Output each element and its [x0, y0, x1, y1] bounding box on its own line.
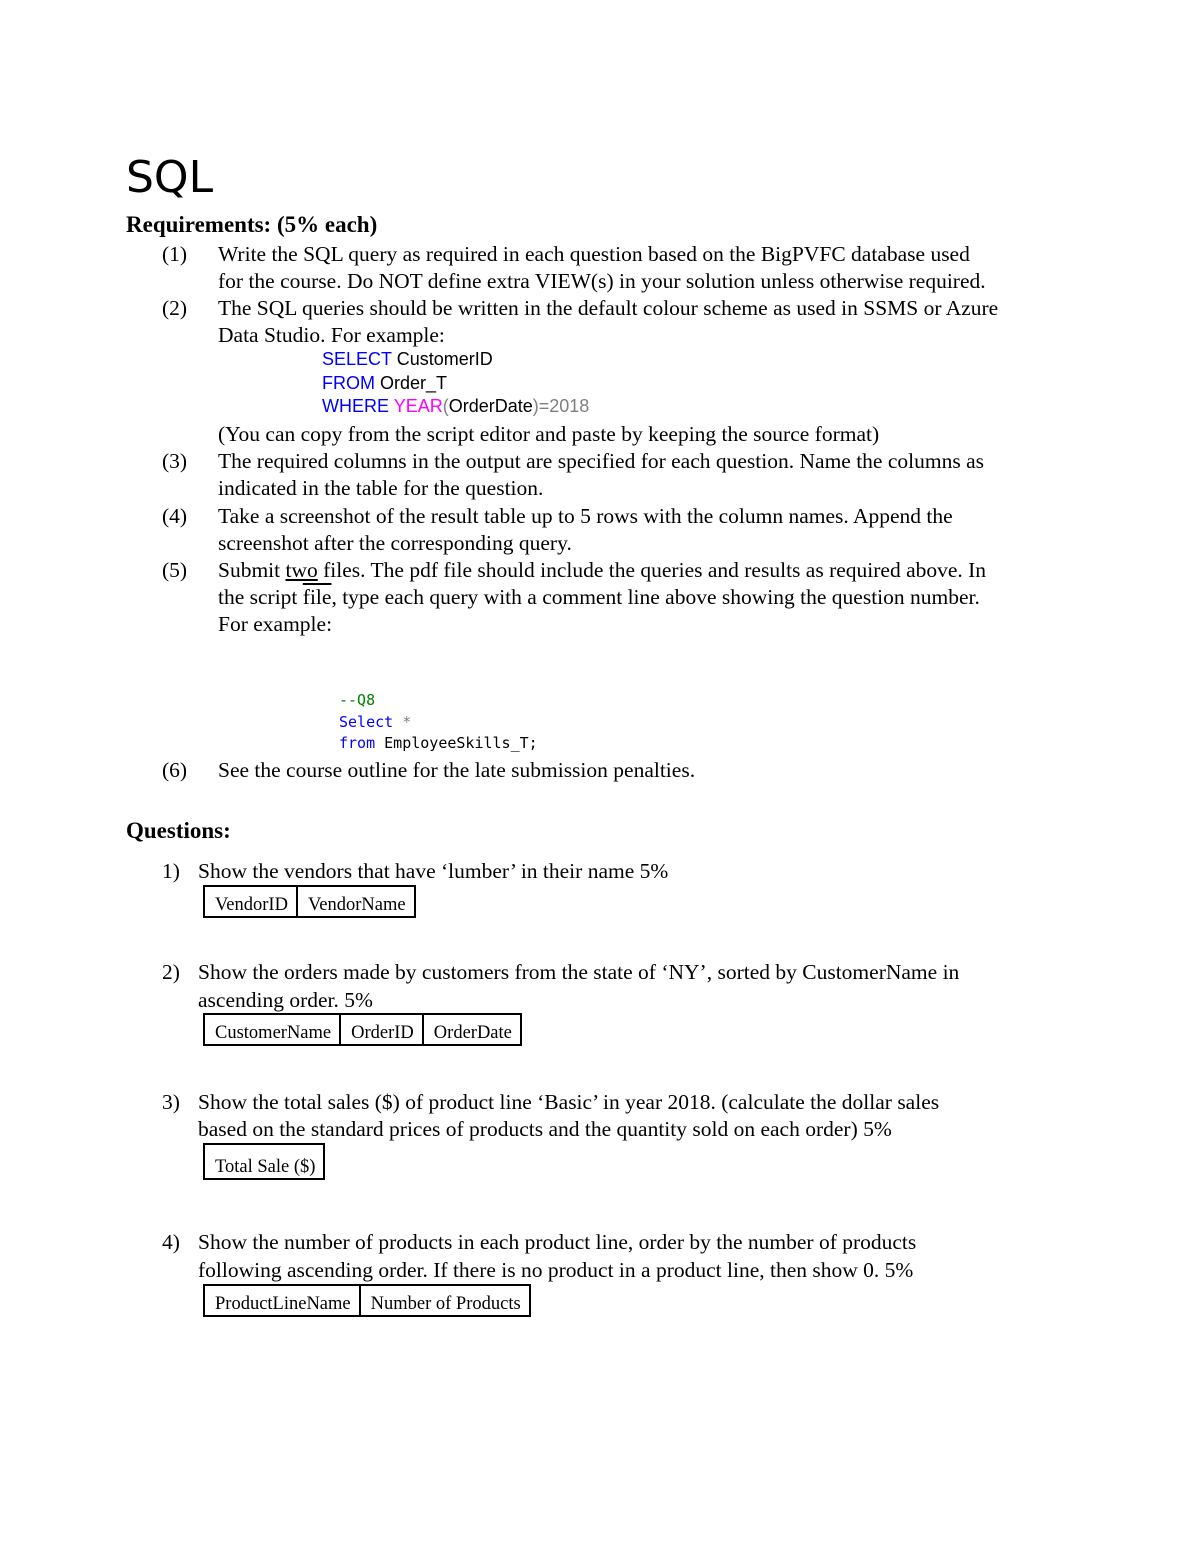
- req-3-number: (3): [162, 449, 188, 473]
- question-4-line-2: following ascending order. If there is no product in a product line, then show 0. 5%: [198, 1258, 914, 1282]
- column-header: CustomerName: [204, 1014, 340, 1045]
- column-header: ProductLineName: [204, 1285, 360, 1316]
- requirements-heading: Requirements: (5% each): [126, 212, 378, 237]
- question-4-columns-table: [203, 1284, 531, 1317]
- column-header: VendorID: [204, 886, 297, 917]
- req-1-line-1: Write the SQL query as required in each question based on the BigPVFC database used: [218, 242, 970, 266]
- req-3-line-2: indicated in the table for the question.: [218, 476, 544, 500]
- question-2-line-2: ascending order. 5%: [198, 988, 373, 1012]
- sql-condition: )=2018: [532, 396, 590, 416]
- req-5-number: (5): [162, 558, 188, 582]
- column-header: Total Sale ($): [204, 1144, 324, 1179]
- column-header: VendorName: [297, 886, 415, 917]
- question-1-line-1: Show the vendors that have ‘lumber’ in their name 5%: [198, 859, 669, 883]
- req-5-line-3: For example:: [218, 612, 333, 636]
- question-3-line-1: Show the total sales ($) of product line ‘Basic’ in year 2018. (calculate the dollar sales: [198, 1090, 940, 1114]
- example-sql-from-line: [322, 372, 447, 395]
- sql-table: Order_T: [375, 373, 448, 393]
- question-1-columns-table: [203, 885, 416, 918]
- sql-keyword: from: [339, 734, 376, 752]
- page-title: SQL: [126, 152, 214, 203]
- sql-paren: (: [442, 396, 449, 416]
- emphasis-file: file: [302, 585, 332, 609]
- sql-keyword: Select: [339, 713, 394, 731]
- column-header: Number of Products: [360, 1285, 530, 1316]
- column-header: OrderID: [340, 1014, 423, 1045]
- req-2-line-1: The SQL queries should be written in the default colour scheme as used in SSMS or Azure: [218, 296, 999, 320]
- question-1-number: 1): [162, 859, 180, 883]
- question-2-columns-table: [203, 1013, 522, 1046]
- req-5-line-2: the script file, type each query with a comment line above showing the question number.: [218, 585, 980, 609]
- sql-function: YEAR: [393, 396, 443, 416]
- column-header: OrderDate: [423, 1014, 521, 1045]
- sql-column: CustomerID: [391, 349, 493, 369]
- req-6-line-1: See the course outline for the late submission penalties.: [218, 758, 696, 782]
- req-5-line-1: Submit two files. The pdf file should include the queries and results as required above. In: [218, 558, 987, 582]
- example-sql-where-line: [322, 395, 589, 418]
- question-2-line-1: Show the orders made by customers from the state of ‘NY’, sorted by CustomerName in: [198, 960, 960, 984]
- example-script-from-line: [339, 733, 538, 754]
- copy-note: (You can copy from the script editor and paste by keeping the source format): [218, 422, 880, 446]
- req-2-number: (2): [162, 296, 188, 320]
- sql-argument: OrderDate: [448, 396, 533, 416]
- question-2-number: 2): [162, 960, 180, 984]
- question-4-line-1: Show the number of products in each product line, order by the number of products: [198, 1230, 917, 1254]
- req-4-line-1: Take a screenshot of the result table up to 5 rows with the column names. Append the: [218, 504, 953, 528]
- req-1-number: (1): [162, 242, 188, 266]
- question-4-number: 4): [162, 1230, 180, 1254]
- req-3-line-1: The required columns in the output are specified for each question. Name the columns as: [218, 449, 984, 473]
- example-sql-select-line: [322, 348, 493, 371]
- example-script-comment: --Q8: [339, 691, 376, 709]
- questions-heading: Questions:: [126, 818, 231, 843]
- req-2-line-2: Data Studio. For example:: [218, 323, 445, 347]
- question-3-columns-table: [203, 1143, 325, 1180]
- sql-keyword: FROM: [322, 373, 375, 393]
- example-script-select-line: [339, 712, 411, 733]
- sql-keyword: WHERE: [322, 396, 389, 416]
- req-6-number: (6): [162, 758, 188, 782]
- question-3-number: 3): [162, 1090, 180, 1114]
- sql-keyword: SELECT: [322, 349, 392, 369]
- req-4-line-2: screenshot after the corresponding query.: [218, 531, 572, 555]
- sql-star: *: [393, 713, 412, 731]
- req-4-number: (4): [162, 504, 188, 528]
- sql-table: EmployeeSkills_T;: [375, 734, 538, 752]
- question-3-line-2: based on the standard prices of products and the quantity sold on each order) 5%: [198, 1117, 892, 1141]
- req-1-line-2: for the course. Do NOT define extra VIEW(s) in your solution unless otherwise required.: [218, 269, 986, 293]
- emphasis-two: two: [285, 558, 318, 582]
